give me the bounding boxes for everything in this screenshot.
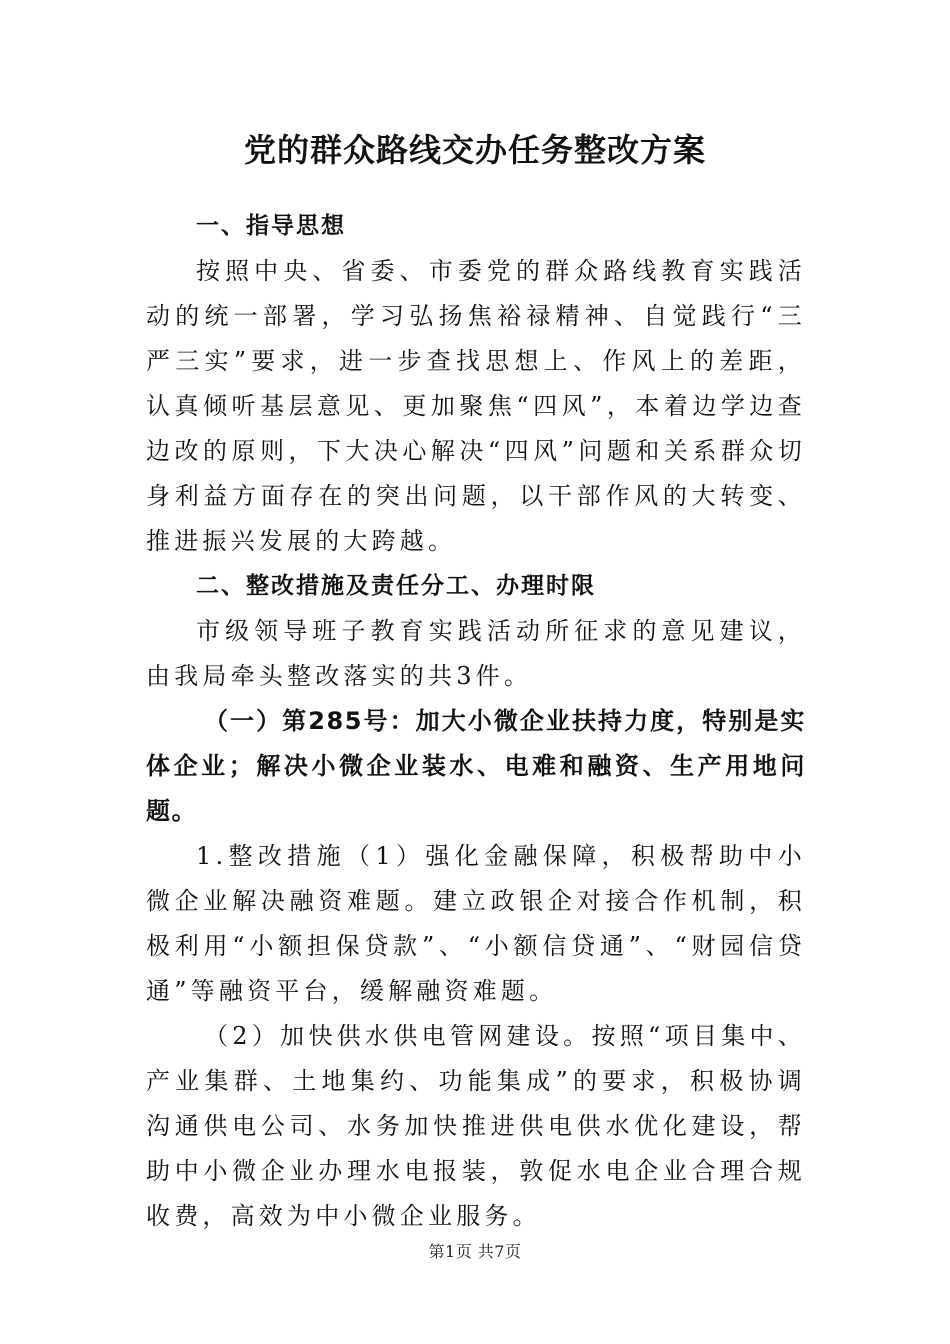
paragraph-opinions-count: 市级领导班子教育实践活动所征求的意见建议，由我局牵头整改落实的共3件。 [146,617,806,690]
paragraph-guiding-ideology: 按照中央、省委、市委党的群众路线教育实践活动的统一部署，学习弘扬焦裕禄精神、自觉践行“三严三实”要求，进一步查找思想上、作风上的差距，认真倾听基层意见、更加聚焦“四风”，本着边学边查边改的原则，下大决心解决“四风”问题和关系群众切身利益方面存在的突出问题，以干部作风的大转变、推进振兴发展的大跨越。 [146,257,806,555]
page-number-footer: 第1页 共7页 [428,1242,522,1261]
section-heading-guiding-ideology: 一、指导思想 [196,213,346,239]
paragraph-financial-guarantee: 1.整改措施（1）强化金融保障，积极帮助中小微企业解决融资难题。建立政银企对接合作机制，积极利用“小额担保贷款”、“小额信贷通”、“财园信贷通”等融资平台，缓解融资难题。 [146,842,806,1005]
paragraph-water-power-network: （2）加快供水供电管网建设。按照“项目集中、产业集群、土地集约、功能集成”的要求，积极协调沟通供电公司、水务加快推进供电供水优化建设，帮助中小微企业办理水电报装，敦促水电企业合理合规收费，高效为中小微企业服务。 [146,1022,806,1230]
item-heading-285: （一）第285号：加大小微企业扶持力度，特别是实体企业；解决小微企业装水、电难和融资、生产用地问题。 [146,707,806,825]
document-title: 党的群众路线交办任务整改方案 [243,131,706,169]
section-heading-rectification-measures: 二、整改措施及责任分工、办理时限 [196,573,596,599]
document-body [146,204,806,1239]
